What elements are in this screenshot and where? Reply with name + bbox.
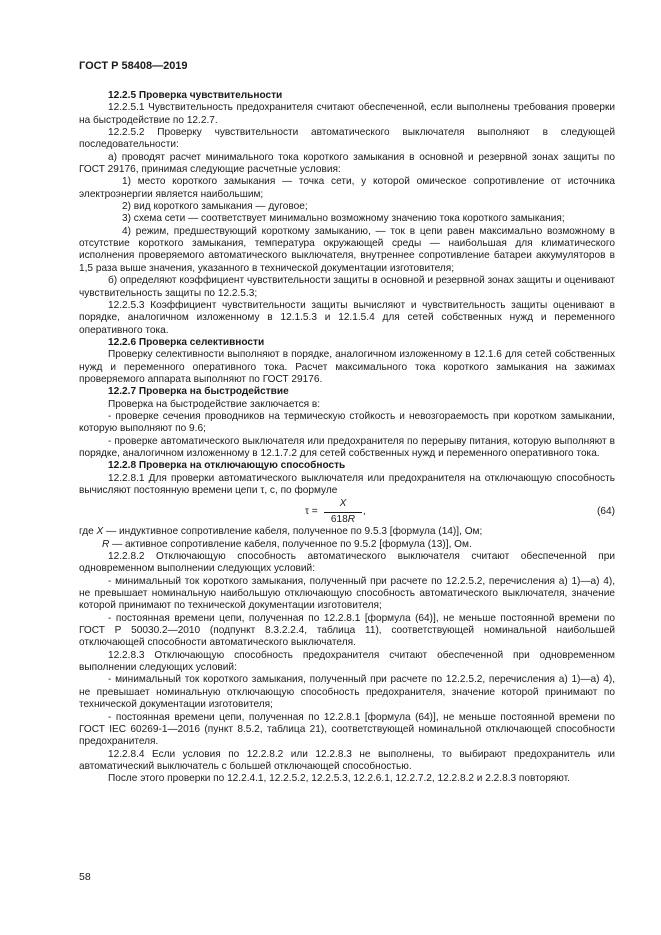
paragraph: - минимальный ток короткого замыкания, полученный при расчете по 12.2.5.2, перечисления а) 1)—а) 4), не превышает номинальную наибольшую отключающую способность автоматического выключателя, значение которой принимают по технической документации изготовителя;: [79, 575, 615, 612]
formula-comma: ,: [363, 506, 366, 518]
paragraph: 1) место короткого замыкания — точка сети, у которой омическое сопротивление от источника электроэнергии является наибольшим;: [79, 176, 615, 200]
paragraph: 12.2.7 Проверка на быстродействие: [108, 386, 289, 398]
where-r-text: — активное сопротивление кабеля, полученное по 9.5.2 [формула (13)], Ом.: [109, 538, 472, 550]
paragraph: 12.2.5.1 Чувствительность предохранителя считают обеспеченной, если выполнены требования проверки на быстродействие по 12.2.7.: [79, 102, 615, 126]
where-r: [79, 539, 615, 551]
body-part-1: [79, 90, 615, 497]
formula-64: [79, 498, 615, 524]
paragraph: 12.2.8.4 Если условия по 12.2.8.2 или 12.2.8.3 не выполнены, то выбирают предохранитель или автоматический выключатель с большей отключающей способностью.: [79, 748, 615, 772]
formula-denominator: [324, 513, 362, 526]
paragraph: 3) схема сети — соответствует минимально возможному значению тока короткого замыкания;: [122, 213, 565, 225]
formula-fraction: [324, 498, 362, 526]
formula-number: (64): [597, 506, 615, 518]
paragraph: 12.2.6 Проверка селективности: [108, 336, 265, 348]
paragraph: а) проводят расчет минимального тока короткого замыкания в основной и резервной зонах защиты по ГОСТ 29176, принимая следующие расчетные условия:: [79, 151, 615, 176]
paragraph: 12.2.8 Проверка на отключающую способность: [108, 460, 346, 472]
where-x: [79, 526, 615, 538]
paragraph: Проверка на быстродействие заключается в:: [108, 398, 321, 410]
paragraph: - проверке автоматического выключателя или предохранителя по перерыву питания, которую выполняют в порядке, аналогичном изложенному в 12.1.7.2 для сетей собственных нужд и переменного оперативного тока.: [79, 435, 615, 459]
where-x-var: X: [96, 526, 104, 538]
page-number: 58: [79, 871, 91, 883]
paragraph: 12.2.5 Проверка чувствительности: [108, 90, 283, 101]
document-header: ГОСТ Р 58408—2019: [79, 60, 188, 72]
where-x-text: — индуктивное сопротивление кабеля, полученное по 9.5.3 [формула (14)], Ом;: [103, 526, 483, 538]
paragraph: - минимальный ток короткого замыкания, полученный при расчете по 12.2.5.2, перечисления а) 1)—а) 4), не превышает номинальную отключающую способность предохранителя, значение которой принимают по технической документации изготовителя;: [79, 674, 615, 711]
paragraph: 4) режим, предшествующий короткому замыканию, — ток в цепи равен максимально возможному в отсутствие короткого замыкания, температура окружающей среды — наибольшая для климатического исполнения проверяемого автоматического выключателя, внутреннее сопротивление батареи аккумуляторов в 1,5 раза выше значения, указанного в технической документации изготовителя;: [79, 225, 615, 274]
where-x-prefix: где: [79, 526, 97, 538]
body-part-2: [79, 551, 615, 786]
formula-lhs: τ =: [305, 506, 318, 518]
formula-denominator-number: 618: [330, 513, 348, 525]
paragraph: 12.2.8.3 Отключающую способность предохранителя считают обеспеченной при одновременном выполнении следующих условий:: [79, 649, 615, 674]
paragraph: - проверке сечения проводников на термическую стойкость и невозгораемость при коротком замыкании, которую выполняют по 9.6;: [79, 410, 615, 435]
paragraph: - постоянная времени цепи, полученная по 12.2.8.1 [формула (64)], не меньше постоянной времени по ГОСТ Р 50030.2—2010 (подпункт 8.3.2.2.4, таблица 11), соответствующей номинальной наибольшей отключающей способности автоматического выключателя.: [79, 612, 615, 649]
paragraph: - постоянная времени цепи, полученная по 12.2.8.1 [формула (64)], не меньше постоянной времени по ГОСТ IEC 60269-1—2016 (пункт 8.5.2, таблица 21), соответствующей номинальной отключающей способности предохранителя.: [79, 711, 615, 748]
where-r-var: R: [102, 538, 110, 550]
formula-denominator-var: R: [347, 513, 356, 525]
formula-numerator: X: [324, 498, 362, 512]
paragraph: 12.2.5.2 Проверку чувствительности автоматического выключателя выполняют в следующей последовательности:: [79, 127, 615, 151]
paragraph: После этого проверки по 12.2.4.1, 12.2.5.2, 12.2.5.3, 12.2.6.1, 12.2.7.2, 12.2.8.2 и 2.2.8.3 повторяют.: [108, 773, 570, 785]
paragraph: 12.2.8.1 Для проверки автоматического выключателя или предохранителя на отключающую способность вычисляют постоянную времени цепи τ, с, по формуле: [79, 472, 615, 496]
paragraph: 12.2.8.2 Отключающую способность автоматического выключателя считают обеспеченной при одновременном выполнении следующих условий:: [79, 551, 615, 575]
paragraph: 12.2.5.3 Коэффициент чувствительности защиты вычисляют и чувствительность защиты оценивают в порядке, аналогичном изложенному в 12.1.5.3 и 12.1.5.4 для сетей собственных нужд и переменного оперативного тока.: [79, 299, 615, 336]
document-body: [79, 90, 615, 786]
paragraph: 2) вид короткого замыкания — дуговое;: [122, 201, 308, 213]
paragraph: б) определяют коэффициент чувствительности защиты в основной и резервной зонах защиты и оценивают чувствительность защиты по 12.2.5.3;: [79, 275, 615, 299]
paragraph: Проверку селективности выполняют в порядке, аналогичном изложенному в 12.1.6 для сетей собственных нужд и переменного оперативного тока. Расчет максимального тока короткого замыкания на зажимах проверяемого аппарата выполняют по ГОСТ 29176.: [79, 349, 615, 385]
